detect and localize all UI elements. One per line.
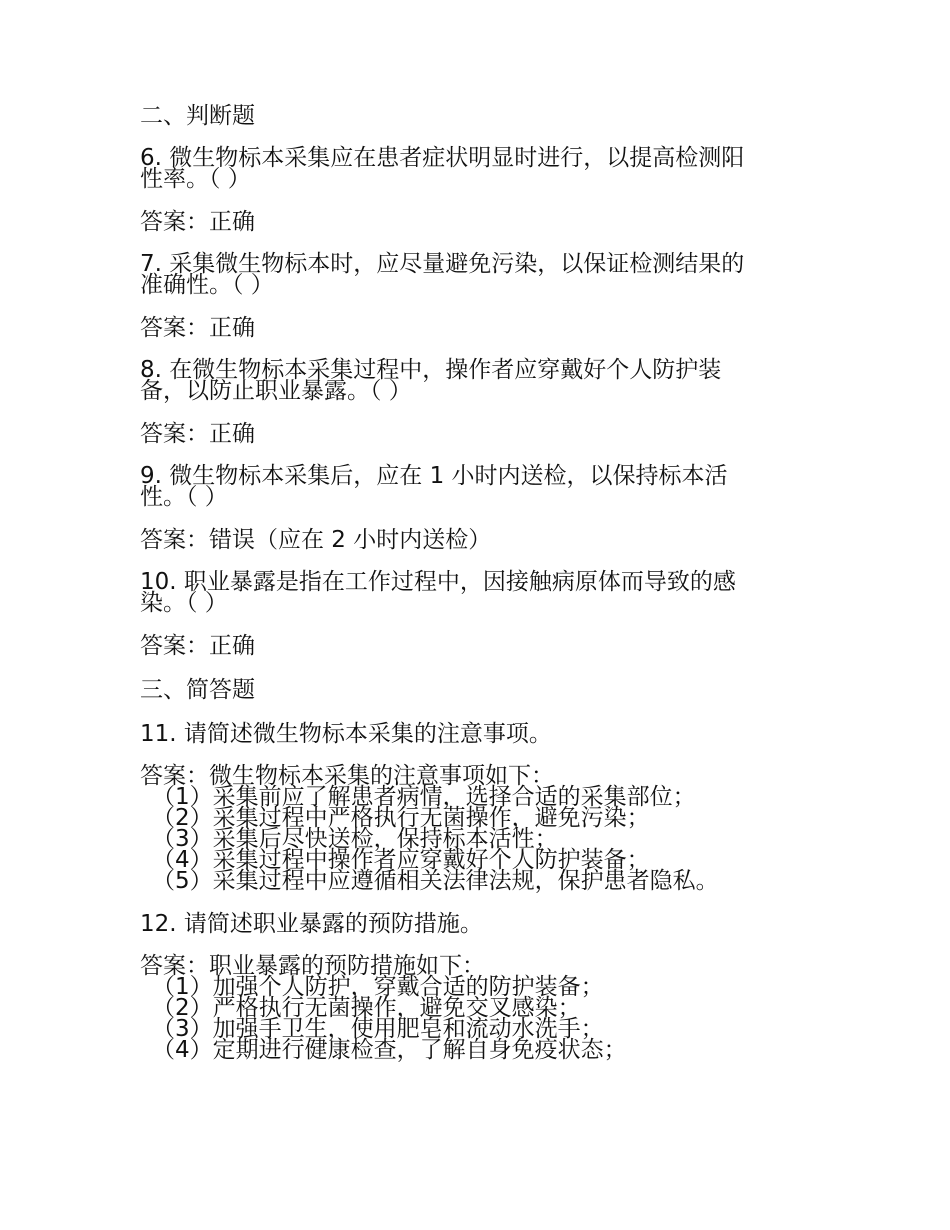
answer-item: （3）加强手卫生，使用肥皂和流动水洗手； [152,1016,604,1042]
answer-intro: 答案：微生物标本采集的注意事项如下： [140,763,554,789]
question-line: 准确性。（ ） [140,272,274,298]
answer-item: （4）采集过程中操作者应穿戴好个人防护装备； [152,847,650,873]
answer-item: （4）定期进行健康检查，了解自身免疫状态； [152,1037,627,1063]
answer-9: 答案：错误（应在 2 小时内送检） [140,527,492,553]
question-line: 备，以防止职业暴露。（ ） [140,378,412,404]
question-11: 11. 请简述微生物标本采集的注意事项。 [140,721,552,747]
answer-6: 答案：正确 [140,209,255,235]
document-page [140,104,800,1081]
question-10 [140,569,800,616]
answer-11 [140,763,800,894]
answer-item: （1）采集前应了解患者病情，选择合适的采集部位； [152,784,696,810]
question-line: 7. 采集微生物标本时，应尽量避免污染，以保证检测结果的 [140,251,745,277]
question-line: 性。（ ） [140,484,228,510]
answer-item: （2）采集过程中严格执行无菌操作，避免污染； [152,805,650,831]
question-line: 10. 职业暴露是指在工作过程中，因接触病原体而导致的感 [140,569,736,595]
question-12: 12. 请简述职业暴露的预防措施。 [140,911,483,937]
answer-item: （3）采集后尽快送检，保持标本活性； [152,826,558,852]
section-heading-judgement: 二、判断题 [140,103,255,129]
question-line: 8. 在微生物标本采集过程中，操作者应穿戴好个人防护装 [140,357,722,383]
question-line: 染。（ ） [140,590,228,616]
answer-12 [140,953,800,1063]
section-heading-short-answer: 三、简答题 [140,677,255,703]
question-6 [140,145,800,192]
question-9 [140,463,800,510]
answer-item: （2）严格执行无菌操作，避免交叉感染； [152,995,581,1021]
answer-8: 答案：正确 [140,421,255,447]
answer-item: （5）采集过程中应遵循相关法律法规，保护患者隐私。 [152,868,719,894]
answer-intro: 答案：职业暴露的预防措施如下： [140,953,485,979]
answer-7: 答案：正确 [140,315,255,341]
question-line: 性率。（ ） [140,166,251,192]
question-line: 9. 微生物标本采集后，应在 1 小时内送检，以保持标本活 [140,463,728,489]
question-7 [140,251,800,298]
answer-item: （1）加强个人防护，穿戴合适的防护装备； [152,974,604,1000]
answer-10: 答案：正确 [140,633,255,659]
question-line: 6. 微生物标本采集应在患者症状明显时进行，以提高检测阳 [140,145,745,171]
question-8 [140,357,800,404]
